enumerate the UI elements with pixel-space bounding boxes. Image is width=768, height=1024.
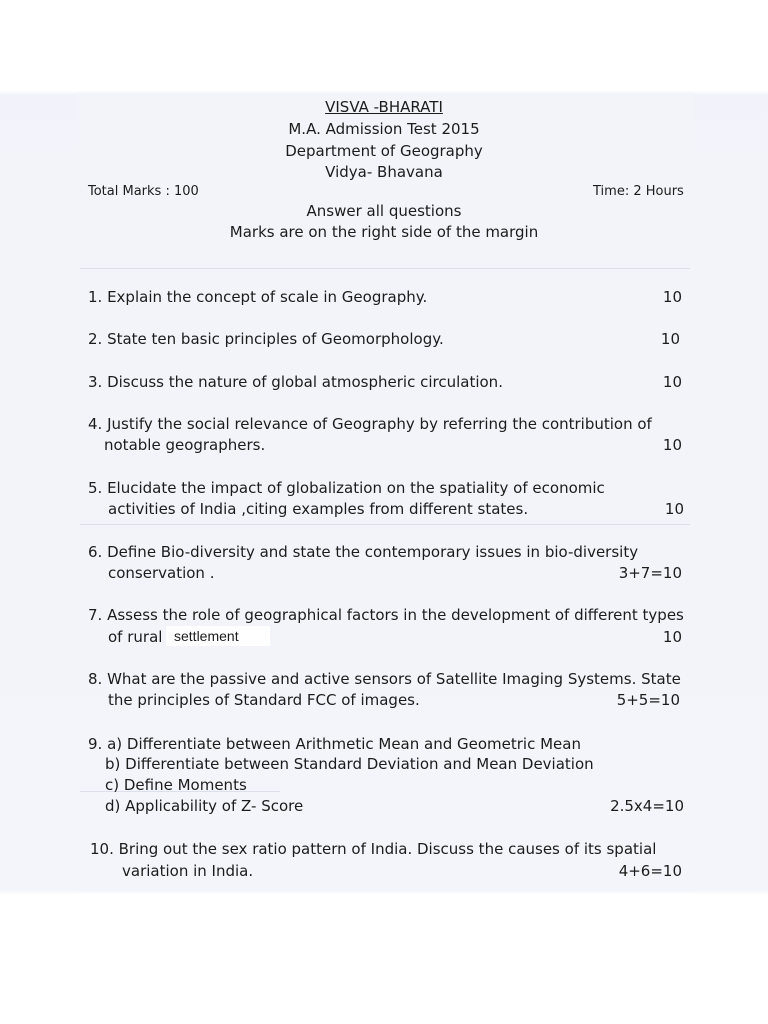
question-7: 7. Assess the role of geographical factors in the development of different types [88,606,684,624]
question-1-marks: 10 [662,288,682,306]
question-8-marks: 5+5=10 [616,691,680,709]
question-6-cont: conservation . [108,564,215,582]
question-5: 5. Elucidate the impact of globalization on the spatiality of economic [88,479,605,497]
question-10: 10. Bring out the sex ratio pattern of India. Discuss the causes of its spatial [90,840,657,858]
question-9b: b) Differentiate between Standard Deviation and Mean Deviation [105,755,594,773]
question-4-marks: 10 [662,436,682,454]
question-7-marks: 10 [662,628,682,646]
fold-line [80,268,690,269]
department-title: Department of Geography [285,142,483,160]
question-6-marks: 3+7=10 [618,564,682,582]
question-3: 3. Discuss the nature of global atmospheric circulation. [88,373,503,391]
question-7-insert: settlement [166,626,270,646]
question-3-marks: 10 [662,373,682,391]
question-6: 6. Define Bio-diversity and state the contemporary issues in bio-diversity [88,543,639,561]
question-4-cont: notable geographers. [104,436,266,454]
question-9a: 9. a) Differentiate between Arithmetic Mean and Geometric Mean [88,735,581,753]
question-4: 4. Justify the social relevance of Geography by referring the contribution of [88,415,652,433]
fold-line [80,524,690,525]
university-title: VISVA -BHARATI [325,98,443,116]
question-2-marks: 10 [660,330,680,348]
exam-title: M.A. Admission Test 2015 [288,120,480,138]
question-9c: c) Define Moments [105,776,247,794]
question-9-marks: 2.5x4=10 [610,797,684,815]
question-8: 8. What are the passive and active sensors of Satellite Imaging Systems. State [88,670,681,688]
total-marks: Total Marks : 100 [88,184,199,199]
question-2: 2. State ten basic principles of Geomorphology. [88,330,444,348]
question-1: 1. Explain the concept of scale in Geography. [88,288,428,306]
instruction-marks-margin: Marks are on the right side of the margin [229,223,539,241]
question-5-cont: activities of India ,citing examples from different states. [108,500,529,518]
question-7-cont: of rural [108,628,163,646]
time-allowed: Time: 2 Hours [593,184,684,199]
question-10-cont: variation in India. [122,862,254,880]
institute-title: Vidya- Bhavana [325,163,443,181]
question-9d: d) Applicability of Z- Score [105,797,304,815]
question-5-marks: 10 [664,500,684,518]
question-8-cont: the principles of Standard FCC of images. [108,691,420,709]
instruction-answer-all: Answer all questions [306,202,462,220]
question-10-marks: 4+6=10 [618,862,682,880]
